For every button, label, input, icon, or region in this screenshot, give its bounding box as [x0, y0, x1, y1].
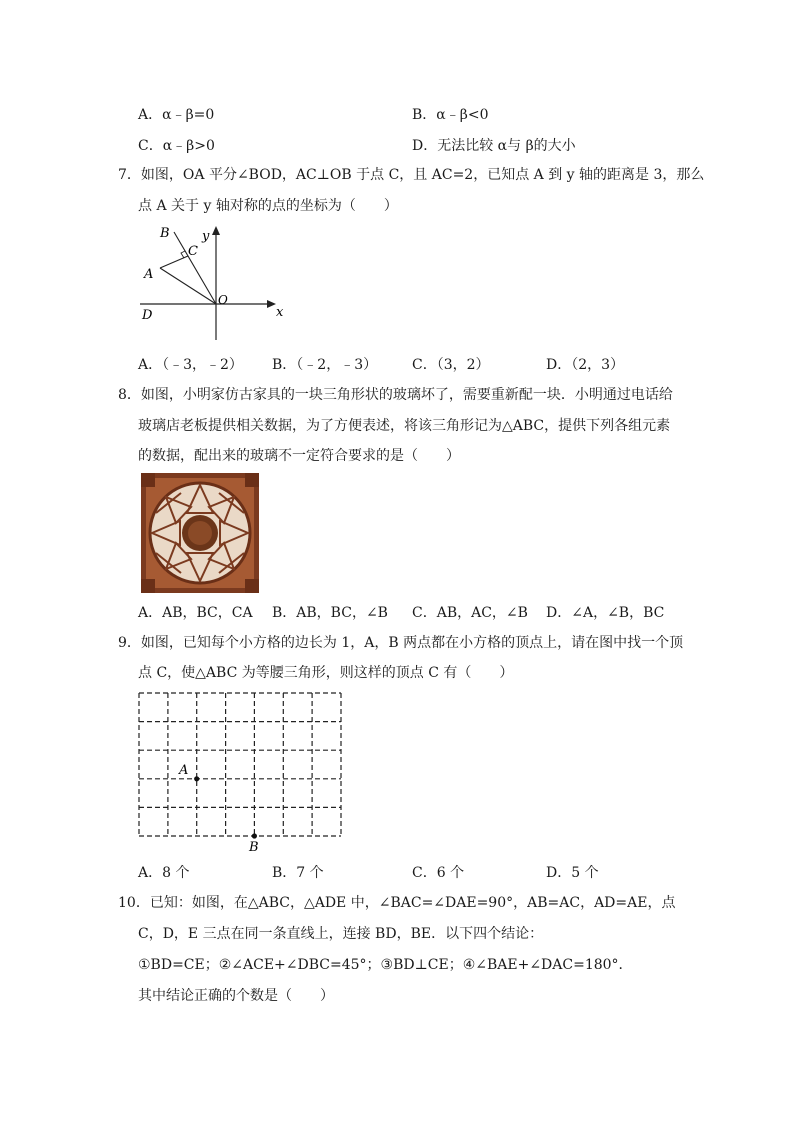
q8-option-d: D．∠A，∠B，BC — [546, 605, 665, 621]
q10-question: 其中结论正确的个数是（ ） — [138, 988, 334, 1004]
q10-stem-line1: 10．已知：如图，在△ABC，△ADE 中，∠BAC=∠DAE=90°，AB=AC，AD=AE，点 — [118, 895, 676, 911]
q9-grid-figure — [130, 685, 350, 857]
q7-label-a: A — [144, 267, 154, 282]
q6-option-d: D．无法比较 α与 β的大小 — [412, 138, 576, 154]
q7-x-arrow-icon — [267, 300, 276, 308]
q7-label-c: C — [188, 244, 198, 259]
q6-option-a: A．α﹣β=0 — [138, 107, 215, 123]
q9-point-b — [252, 833, 257, 838]
q7-segment-ob — [174, 232, 216, 304]
q7-y-arrow-icon — [212, 226, 220, 235]
q9-stem-line2: 点 C，使△ABC 为等腰三角形，则这样的顶点 C 有（ ） — [138, 665, 514, 681]
q7-option-c: C．（3，2） — [412, 357, 490, 373]
q8-option-c: C．AB，AC，∠B — [412, 605, 528, 621]
q7-figure — [130, 220, 300, 345]
q9-stem-line1: 9．如图，已知每个小方格的边长为 1，A，B 两点都在小方格的顶点上，请在图中找一个顶 — [118, 635, 684, 651]
q9-option-d: D．5 个 — [546, 865, 599, 881]
q7-label-y: y — [202, 229, 210, 244]
q7-label-o: O — [218, 293, 228, 307]
q8-option-a: A．AB，BC，CA — [138, 605, 253, 621]
q7-option-b: B．（﹣2，﹣3） — [272, 357, 378, 373]
q6-option-b: B．α﹣β<0 — [412, 107, 489, 123]
q9-label-a: A — [179, 763, 189, 778]
q9-option-b: B．7 个 — [272, 865, 324, 881]
q9-point-a — [194, 776, 199, 781]
q8-option-b: B．AB，BC，∠B — [272, 605, 388, 621]
q7-stem-line2: 点 A 关于 y 轴对称的点的坐标为（ ） — [138, 198, 398, 214]
q10-conclusions: ①BD=CE；②∠ACE+∠DBC=45°；③BD⊥CE；④∠BAE+∠DAC=180°． — [138, 957, 633, 973]
q7-label-d: D — [142, 308, 153, 323]
q7-stem-line1: 7．如图，OA 平分∠BOD，AC⊥OB 于点 C，且 AC=2，已知点 A 到 y 轴的距离是 3，那么 — [118, 167, 705, 183]
q6-option-c: C．α﹣β>0 — [138, 138, 215, 154]
q7-segment-oa — [160, 268, 216, 304]
q9-option-c: C．6 个 — [412, 865, 465, 881]
q8-stem-line2: 玻璃店老板提供相关数据，为了方便表述，将该三角形记为△ABC，提供下列各组元素 — [138, 418, 671, 434]
q7-option-d: D．（2，3） — [546, 357, 625, 373]
q10-stem-line2: C，D，E 三点在同一条直线上，连接 BD，BE．以下四个结论： — [138, 926, 544, 942]
q7-option-a: A．（﹣3，﹣2） — [138, 357, 243, 373]
q8-stem-line1: 8．如图，小明家仿古家具的一块三角形状的玻璃坏了，需要重新配一块．小明通过电话给 — [118, 387, 673, 403]
q7-label-x: x — [276, 305, 284, 320]
q7-label-b: B — [160, 226, 170, 241]
q8-stem-line3: 的数据，配出来的玻璃不一定符合要求的是（ ） — [138, 448, 460, 464]
q9-label-b: B — [249, 840, 259, 855]
q8-glass-window-image — [141, 473, 259, 593]
q9-option-a: A．8 个 — [138, 865, 190, 881]
